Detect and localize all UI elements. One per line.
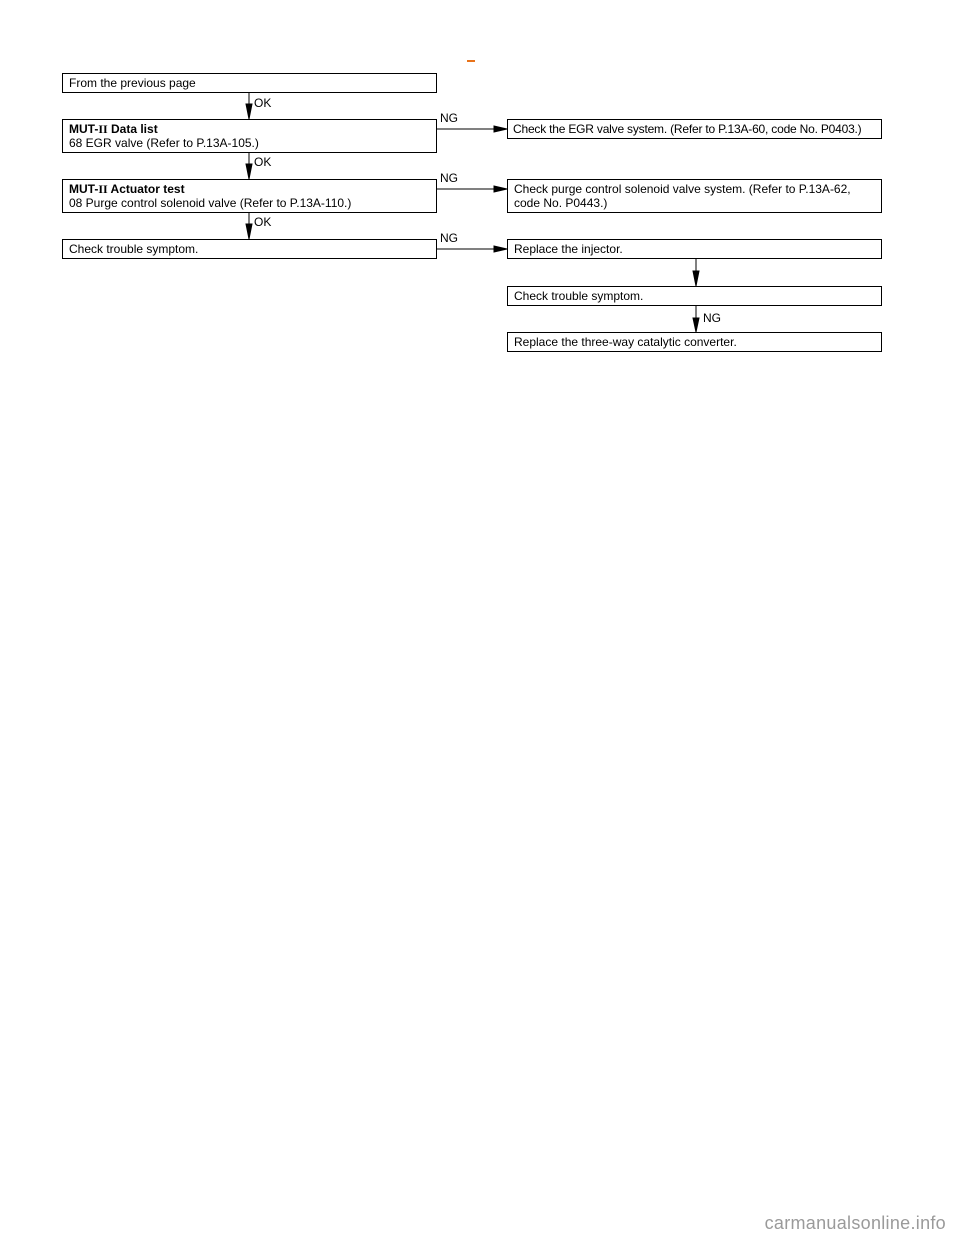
data-list-title: MUT-II Data list	[69, 122, 158, 136]
check-trouble-symptom-text: Check trouble symptom.	[514, 289, 644, 303]
watermark-text: carmanualsonline.info	[764, 1213, 946, 1233]
ng-label: NG	[440, 111, 458, 125]
actuator-test-title: MUT-II Actuator test	[69, 182, 185, 196]
actuator-test-item: 08 Purge control solenoid valve (Refer to P.13A-110.)	[69, 196, 352, 210]
check-trouble-symptom-box-1	[62, 239, 437, 259]
replace-catalytic-converter-text: Replace the three-way catalytic converter.	[514, 335, 737, 349]
ng-label: NG	[440, 171, 458, 185]
check-trouble-symptom-text: Check trouble symptom.	[69, 242, 199, 256]
arrow-down-icon	[246, 224, 252, 239]
arrow-down-icon	[693, 318, 699, 332]
ng-label: NG	[703, 311, 721, 325]
ok-label: OK	[254, 215, 272, 229]
egr-valve-check-text: Check the EGR valve system. (Refer to P.13A-60, code No. P0403.)	[513, 122, 862, 136]
arrow-down-icon	[246, 104, 252, 119]
replace-injector-box	[507, 239, 882, 259]
arrow-right-icon	[494, 246, 507, 252]
arrow-down-icon	[246, 164, 252, 179]
purge-control-check-line2: code No. P0443.)	[514, 196, 608, 210]
ok-label: OK	[254, 155, 272, 169]
arrow-right-icon	[494, 126, 507, 132]
replace-injector-text: Replace the injector.	[514, 242, 623, 256]
purge-control-check-line1: Check purge control solenoid valve system. (Refer to P.13A-62,	[514, 182, 851, 196]
egr-valve-check-box	[507, 119, 882, 139]
arrow-right-icon	[494, 186, 507, 192]
check-trouble-symptom-box-2	[507, 286, 882, 306]
from-previous-page-box	[62, 73, 437, 93]
data-list-box	[62, 119, 437, 153]
ok-label: OK	[254, 96, 272, 110]
ng-label: NG	[440, 231, 458, 245]
arrow-down-icon	[693, 271, 699, 286]
data-list-item: 68 EGR valve (Refer to P.13A-105.)	[69, 136, 259, 150]
replace-catalytic-converter-box	[507, 332, 882, 352]
actuator-test-box	[62, 179, 437, 213]
from-previous-page-text: From the previous page	[69, 76, 196, 90]
purge-control-check-box	[507, 179, 882, 213]
